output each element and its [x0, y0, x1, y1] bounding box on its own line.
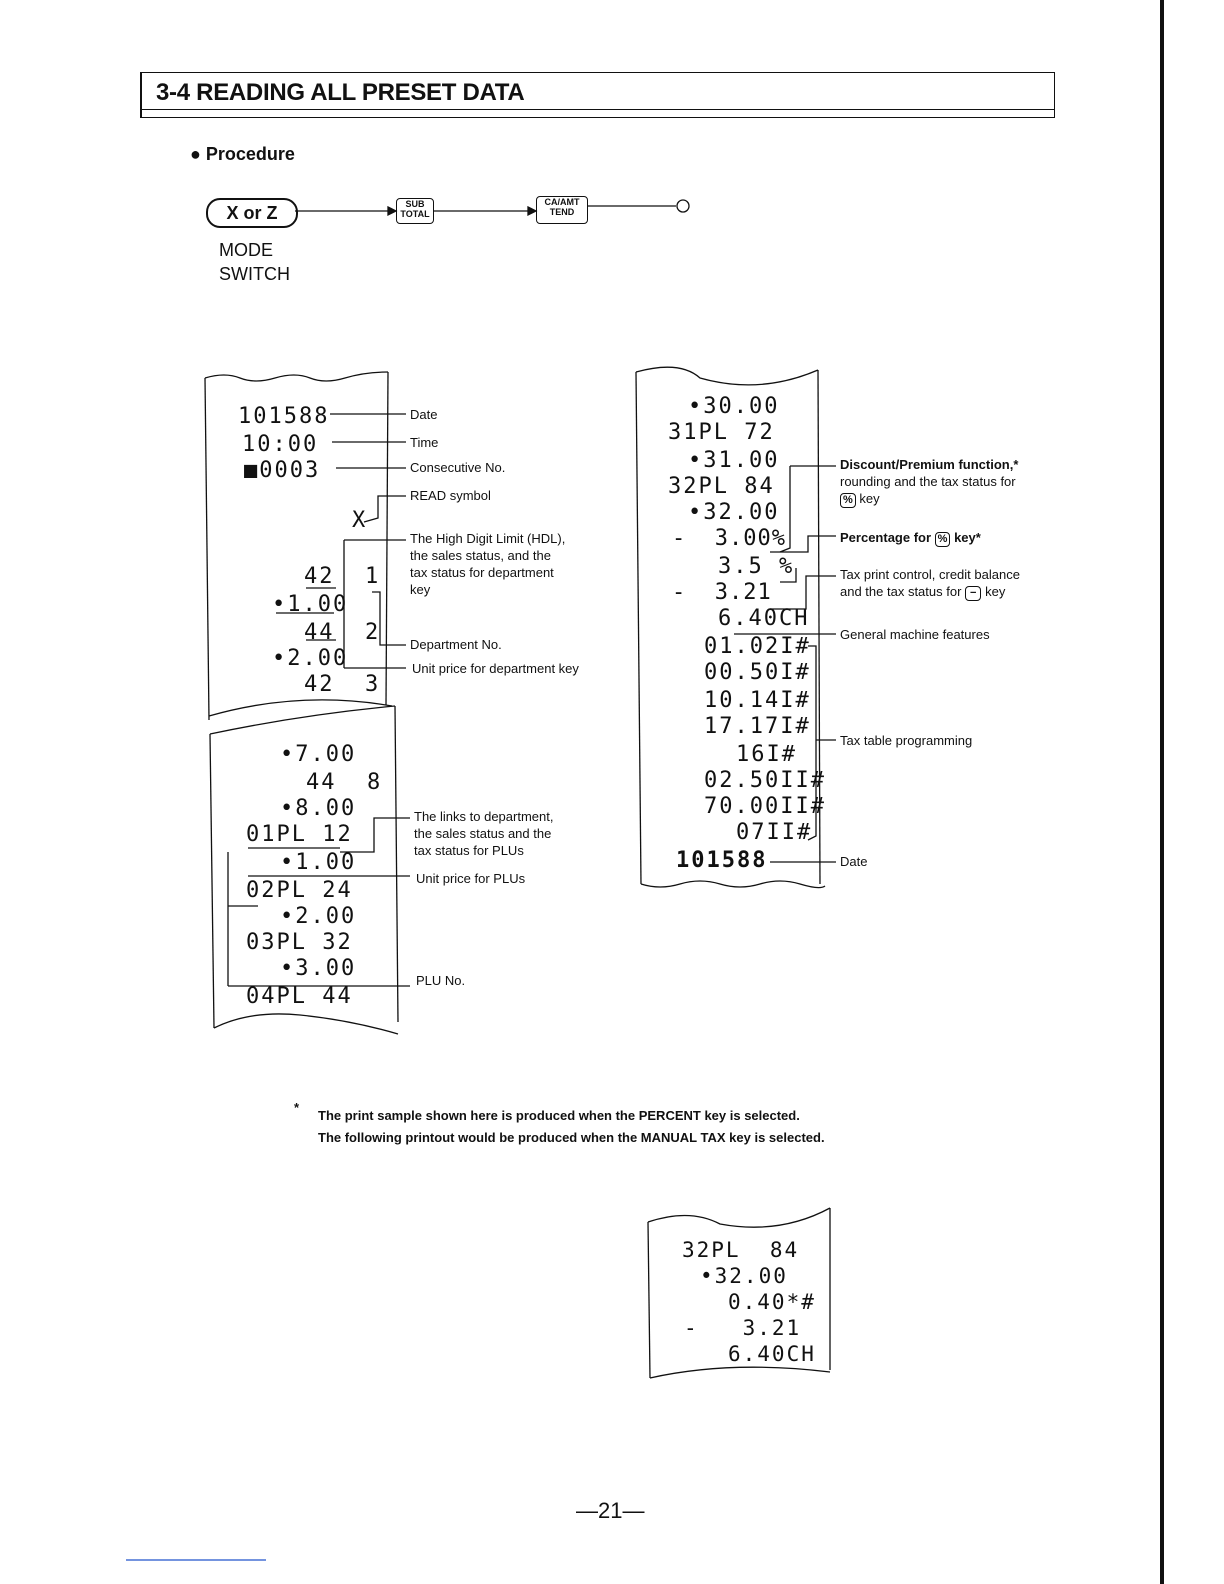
mode-label: MODE	[219, 240, 273, 260]
receipt-plu-line: 04PL 44	[246, 984, 353, 1009]
receipt-tax-line: - 3.21	[672, 580, 772, 605]
label-tax-table: Tax table programming	[840, 733, 973, 748]
receipt-price-line: •32.00	[700, 1264, 788, 1288]
label-tax-print: Tax print control, credit balance and the tax status for − key	[840, 567, 1020, 599]
percent-key-icon: %	[935, 532, 951, 547]
receipt-discount-line: - 3.00%	[672, 526, 786, 551]
receipt-dept-line: 44 2	[304, 620, 381, 645]
receipt-tax-table-line: 17.17I#	[704, 714, 811, 739]
receipt-percentage-line: 3.5 %	[718, 554, 795, 579]
receipt-price-line: •2.00	[272, 646, 349, 671]
receipt-date: 101588	[676, 848, 768, 873]
footnote-line-1: The print sample shown here is produced when the PERCENT key is selected.	[318, 1108, 800, 1123]
receipt-consecutive: ■0003	[244, 458, 321, 483]
label-discount: Discount/Premium function,* rounding and the tax status for % key	[840, 457, 1019, 506]
label-date: Date	[410, 407, 438, 422]
label-plu-no: PLU No.	[416, 973, 466, 988]
receipt-plu-line: 32PL 84	[668, 474, 775, 499]
percent-key-icon: %	[840, 493, 856, 508]
label-read-symbol: READ symbol	[410, 488, 491, 503]
receipt-price-line: •31.00	[688, 448, 780, 473]
label-hdl: The High Digit Limit (HDL), the sales status, and the tax status for department key	[410, 531, 566, 597]
label-plu-links: The links to department, the sales status and the tax status for PLUs	[414, 809, 554, 858]
footnote-star: *	[294, 1100, 300, 1115]
label-date: Date	[840, 854, 868, 869]
receipt-dept-line: 42 1	[304, 564, 381, 589]
switch-label: SWITCH	[219, 264, 290, 284]
label-general: General machine features	[840, 627, 990, 642]
label-unit-price-plu: Unit price for PLUs	[416, 871, 526, 886]
procedure-heading: ● Procedure	[190, 144, 295, 164]
receipt-tax-table-line: 02.50II#	[704, 768, 826, 793]
receipt-plu-line: 32PL 84	[682, 1238, 800, 1262]
subtotal-key: SUB TOTAL	[396, 198, 434, 224]
receipt-price-line: •32.00	[688, 500, 780, 525]
receipt-read-symbol: X	[352, 508, 368, 533]
receipt-plu-line: 01PL 12	[246, 822, 353, 847]
receipt-price-line: •1.00	[280, 850, 357, 875]
receipt-time: 10:00	[242, 432, 319, 457]
page-number: —21—	[576, 1498, 645, 1523]
receipt-price-line: •3.00	[280, 956, 357, 981]
receipt-credit-line: 6.40CH	[728, 1342, 816, 1366]
receipt-tax-table-line: 16I#	[736, 742, 797, 767]
receipt-credit-line: 6.40CH	[718, 606, 810, 631]
receipt-tax-table-line: 00.50I#	[704, 660, 811, 685]
receipt-tax-table-line: 07II#	[736, 820, 813, 845]
receipt-plu-line: 03PL 32	[246, 930, 353, 955]
receipt-price-line: •2.00	[280, 904, 357, 929]
receipt-price-line: •7.00	[280, 742, 357, 767]
receipt-dept-line: 44 8	[306, 770, 383, 795]
label-dept-no: Department No.	[410, 637, 502, 652]
receipt-price-line: •30.00	[688, 394, 780, 419]
receipt-plu-line: 02PL 24	[246, 878, 353, 903]
receipt-tax-table-line: 01.02I#	[704, 634, 811, 659]
footnote-line-2: The following printout would be produced when the MANUAL TAX key is selected.	[318, 1130, 825, 1145]
label-percentage: Percentage for % key*	[840, 530, 981, 545]
label-time: Time	[410, 435, 439, 450]
label-unit-price-dept: Unit price for department key	[412, 661, 579, 676]
label-consecutive: Consecutive No.	[410, 460, 506, 475]
mode-switch-key: X or Z	[206, 198, 298, 228]
section-title: 3-4 READING ALL PRESET DATA	[156, 79, 525, 106]
minus-key-icon: −	[965, 586, 981, 601]
receipt-date: 101588	[238, 404, 330, 429]
receipt-tax-line: 0.40*#	[728, 1290, 816, 1314]
receipt-price-line: •1.00	[272, 592, 349, 617]
receipt-dept-line: 42 3	[304, 672, 381, 697]
receipt-tax-table-line: 70.00II#	[704, 794, 826, 819]
receipt-price-line: •8.00	[280, 796, 357, 821]
ca-amt-tend-key: CA/AMT TEND	[536, 196, 588, 224]
receipt-plu-line: 31PL 72	[668, 420, 775, 445]
receipt-tax-table-line: 10.14I#	[704, 688, 811, 713]
receipt-tax-amount-line: - 3.21	[684, 1316, 802, 1340]
